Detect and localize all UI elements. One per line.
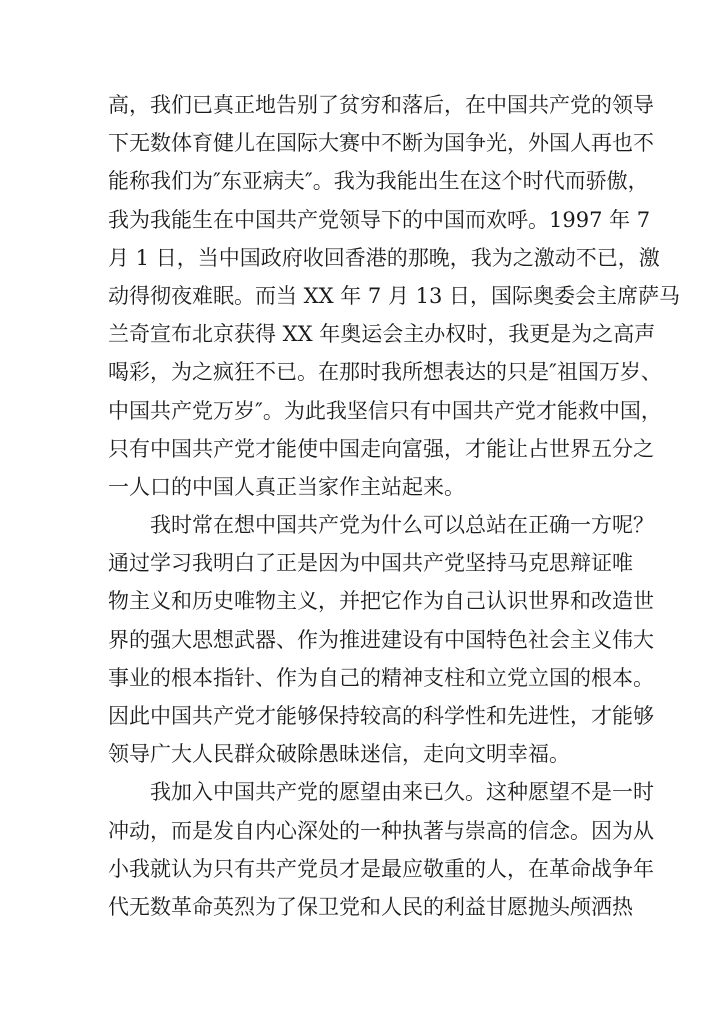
text-line: 事业的根本指针、作为自己的精神支柱和立党立国的根本。 [108,665,654,690]
paragraph-1 [108,86,681,506]
text-line: 一人口的中国人真正当家作主站起来。 [108,474,465,499]
text-line: 高，我们已真正地告别了贫穷和落后，在中国共产党的领导 [108,93,654,117]
text-line: 因此中国共产党才能够保持较高的科学性和先进性，才能够 [108,704,654,728]
text-line: 通过学习我明白了正是因为中国共产党坚持马克思辩证唯 [108,551,633,576]
text-line: 中国共产党万岁″。为此我坚信只有中国共产党才能救中国， [108,398,662,423]
text-line: 我加入中国共产党的愿望由来已久。这种愿望不是一时 [150,780,654,805]
text-line: 兰奇宣布北京获得 XX 年奥运会主办权时，我更是为之高声 [108,322,656,347]
text-line: 下无数体育健儿在国际大赛中不断为国争光，外国人再也不 [108,131,654,156]
text-line: 只有中国共产党才能使中国走向富强，才能让占世界五分之 [108,436,654,461]
text-line: 我时常在想中国共产党为什么可以总站在正确一方呢？ [150,513,654,538]
text-line: 喝彩，为之疯狂不已。在那时我所想表达的只是″祖国万岁、 [108,360,662,385]
text-line: 小我就认为只有共产党员才是最应敬重的人，在革命战争年 [108,856,654,881]
paragraph-3 [108,773,654,926]
text-line: 领导广大人民群众破除愚昧迷信，走向文明幸福。 [108,742,570,767]
body-text [108,86,681,926]
text-line: 物主义和历史唯物主义，并把它作为自己认识世界和改造世 [108,589,654,614]
text-line: 动得彻夜难眠。而当 XX 年 7 月 13 日，国际奥委会主席萨马 [108,283,681,308]
text-line: 冲动，而是发自内心深处的一种执著与崇高的信念。因为从 [108,818,654,843]
text-line: 界的强大思想武器、作为推进建设有中国特色社会主义伟大 [108,627,654,652]
text-line: 我为我能生在中国共产党领导下的中国而欢呼。1997 年 7 [108,207,651,232]
text-line: 代无数革命英烈为了保卫党和人民的利益甘愿抛头颅洒热 [108,894,633,919]
paragraph-2 [108,506,654,773]
text-line: 月 1 日，当中国政府收回香港的那晚，我为之激动不已，激 [108,245,660,270]
text-line: 能称我们为″东亚病夫″。我为我能出生在这个时代而骄傲， [108,169,649,194]
